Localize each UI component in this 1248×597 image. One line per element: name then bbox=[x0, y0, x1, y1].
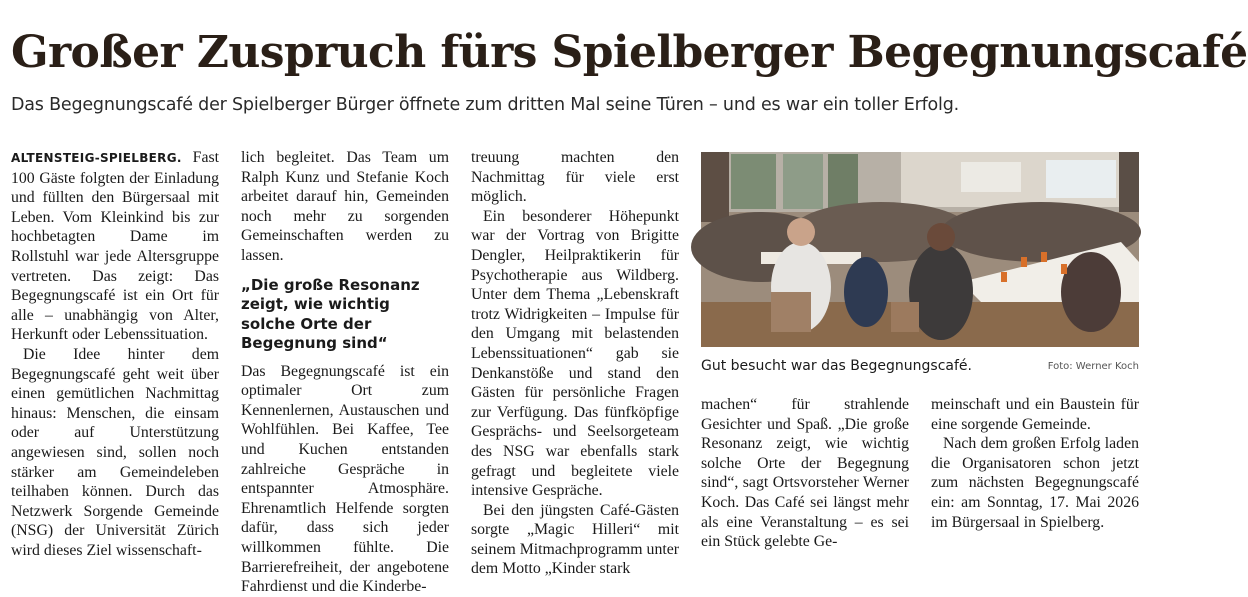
text-column-5 bbox=[931, 395, 1139, 570]
subheading-quote: „Die große Resonanz zeigt, wie wichtig solche Orte der Begegnung sind“ bbox=[241, 275, 420, 353]
paragraph-children-end: meinschaft und ein Baustein für eine sorgende Gemeinde. bbox=[931, 396, 1139, 433]
text-column-2 bbox=[241, 148, 449, 596]
event-photo bbox=[701, 152, 1139, 347]
photo-illustration bbox=[701, 152, 1139, 347]
paragraph-cafe: Das Begegnungscafé ist ein optimaler Ort zum Kennenlernen, Austauschen und Wohlfühlen. Bei Kaffee, Tee und Kuchen entstanden zahlreiche Gespräche in entspannter Atmosphäre. Ehrenamtlich Helfende sorgten dafür, dass sich jeder willkommen fühlte. Die Barrierefreiheit, der angebotene Fahrdienst und die Kinderbe- bbox=[241, 362, 449, 596]
text-column-4 bbox=[701, 395, 909, 570]
photo-caption: Gut besucht war das Begegnungscafé. bbox=[701, 358, 972, 374]
photo-credit: Foto: Werner Koch bbox=[1047, 361, 1139, 372]
paragraph-lecture: Ein besonderer Höhepunkt war der Vortrag von Brigitte Dengler, Heilpraktikerin für Psychotherapie aus Wildberg. Unter dem Thema „Lebenskraft trotz Widrigkeiten – Impulse für den Umgang mit belastenden Lebenssituationen“ gab sie Denkanstöße und stand den Gästen für persönliche Fragen zur Verfügung. Das fünfköpfige Gesprächs- und Seelsorgeteam des NSG war ebenfalls stark gefragt und begleitete viele intensive Gespräche. bbox=[471, 207, 679, 500]
lead-paragraph bbox=[11, 148, 219, 345]
lead-text: Fast 100 Gäste folgten der Einladung und füllten den Bürgersaal mit Leben. Vom Kleinkind bis zur hochbetagten Dame im Rollstuhl war jede Altersgruppe vertreten. Das zeigt: Das Begegnungscafé ist ein Ort für alle – unabhängig von Alter, Herkunft oder Lebenssituation. bbox=[11, 149, 219, 344]
paragraph-children-cont: machen“ für strahlende Gesichter und Spaß. „Die große Resonanz zeigt, wie wichtig solche Orte der Begegnung sind“, sagt Ortsvorsteher Werner Koch. Das Café sei längst mehr als eine Veranstaltung – es sei ein Stück gelebte Ge- bbox=[701, 396, 909, 551]
dateline: ALTENSTEIG-SPIELBERG. bbox=[11, 151, 182, 165]
paragraph-idea-cont: lich begleitet. Das Team um Ralph Kunz und Stefanie Koch arbeitet darauf hin, Gemeinden noch mehr zu sorgenden Gemeinschaften werden zu lassen. bbox=[241, 149, 449, 264]
text-column-3 bbox=[471, 148, 679, 578]
paragraph-cafe-cont: treuung machten den Nachmittag für viele erst möglich. bbox=[471, 149, 679, 206]
paragraph-children: Bei den jüngsten Café-Gästen sorgte „Magic Hilleri“ mit seinem Mitmachprogramm unter dem Motto „Kinder stark bbox=[471, 501, 679, 578]
paragraph-outlook: Nach dem großen Erfolg laden die Organisatoren schon jetzt zum nächsten Begegnungscafé ein: am Sonntag, 17. Mai 2026 im Bürgersaal in Spielberg. bbox=[931, 435, 1139, 531]
subheadline: Das Begegnungscafé der Spielberger Bürger öffnete zum dritten Mal seine Türen – und es war ein toller Erfolg. bbox=[11, 95, 959, 115]
text-column-1 bbox=[11, 148, 219, 568]
paragraph-idea: Die Idee hinter dem Begegnungscafé geht weit über einen gemütlichen Nachmittag hinaus: Menschen, die einsam oder auf Unterstützung angewiesen sind, sollen noch stärker am Gemeindeleben teilhaben können. Durch das Netzwerk Sorgende Gemeinde (NSG) der Universität Zürich wird dieses Ziel wissenschaft- bbox=[11, 345, 219, 559]
headline: Großer Zuspruch fürs Spielberger Begegnungscafé bbox=[11, 27, 1248, 78]
